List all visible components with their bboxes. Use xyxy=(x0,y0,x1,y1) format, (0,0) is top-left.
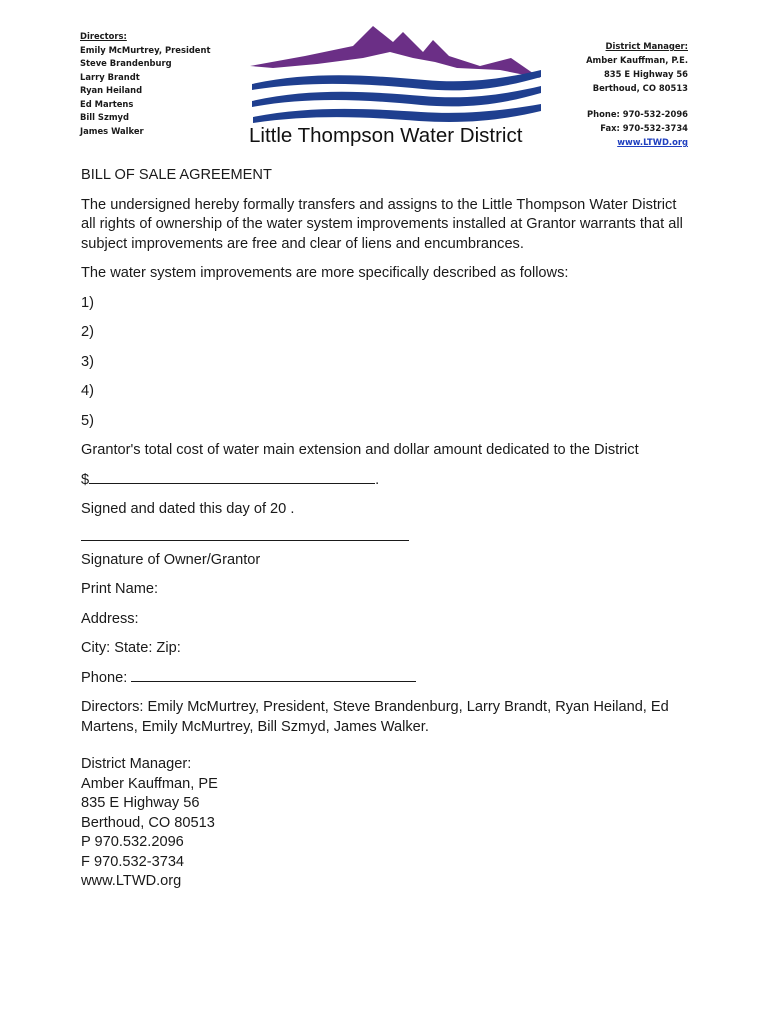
footer-manager-name: Amber Kauffman, PE xyxy=(81,775,218,792)
item-2: 2) xyxy=(81,324,94,340)
district-manager-block xyxy=(518,39,688,149)
phone-line xyxy=(81,669,691,689)
cost-statement: Grantor's total cost of water main extension and dollar amount dedicated to the District xyxy=(81,442,639,458)
described-as: The water system improvements are more specifically described as follows: xyxy=(81,265,569,281)
manager-city: Berthoud, CO 80513 xyxy=(592,83,688,93)
water-wave-2 xyxy=(252,86,541,107)
spacer xyxy=(518,95,688,107)
website-link[interactable]: www.LTWD.org xyxy=(617,137,688,147)
document-title: BILL OF SALE AGREEMENT xyxy=(81,167,272,183)
directors-title: Directors: xyxy=(80,31,127,41)
phone-field[interactable] xyxy=(131,669,416,682)
footer-manager-street: 835 E Highway 56 xyxy=(81,795,200,811)
dollar-amount-field[interactable] xyxy=(89,471,375,484)
item-3: 3) xyxy=(81,353,94,370)
mountains-graphic xyxy=(250,26,540,78)
director-name: James Walker xyxy=(80,125,144,136)
phone-label: Phone: xyxy=(81,669,128,686)
director-name: Bill Szmyd xyxy=(80,112,129,122)
manager-fax: Fax: 970-532-3734 xyxy=(600,123,688,133)
spacer xyxy=(81,737,691,755)
intro-paragraph: The undersigned hereby formally transfers and assigns to the Little Thompson Water District all rights of ownership of the water system improvements installed at Grantor warrants that all subject improvements are free and clear of liens and encumbrances. xyxy=(81,196,683,252)
director-name: Ed Martens xyxy=(80,98,134,109)
city-state-zip-label: City: State: Zip: xyxy=(81,640,181,656)
director-name: Emily McMurtrey, President xyxy=(80,44,211,55)
director-name: Steve Brandenburg xyxy=(80,58,172,68)
directors-footer: Directors: Emily McMurtrey, President, Steve Brandenburg, Larry Brandt, Ryan Heiland, Ed Martens, Emily McMurtrey, Bill Szmyd, James Walker. xyxy=(81,699,669,735)
item-1: 1) xyxy=(81,294,94,311)
footer-manager-city: Berthoud, CO 80513 xyxy=(81,814,215,831)
district-name: Little Thompson Water District xyxy=(249,124,523,147)
directors-list xyxy=(80,30,240,138)
manager-title: District Manager: xyxy=(605,41,688,51)
water-wave-3 xyxy=(253,104,541,123)
footer-manager-phone: P 970.532.2096 xyxy=(81,834,184,850)
signature-label: Signature of Owner/Grantor xyxy=(81,551,261,568)
manager-name: Amber Kauffman, P.E. xyxy=(586,55,688,65)
footer-manager-website: www.LTWD.org xyxy=(81,873,182,889)
director-name: Larry Brandt xyxy=(80,71,140,82)
item-5: 5) xyxy=(81,412,94,429)
address-label: Address: xyxy=(81,610,139,627)
signed-dated: Signed and dated this day of 20 . xyxy=(81,501,295,517)
dollar-period: . xyxy=(375,471,380,488)
footer-manager-title: District Manager: xyxy=(81,756,192,772)
dollar-sign: $ xyxy=(81,471,90,488)
signature-line[interactable] xyxy=(81,526,409,541)
water-wave-1 xyxy=(252,70,541,90)
director-name: Ryan Heiland xyxy=(80,85,143,95)
item-4: 4) xyxy=(81,383,94,399)
manager-street: 835 E Highway 56 xyxy=(603,69,688,79)
print-name-label: Print Name: xyxy=(81,581,159,597)
footer-manager-fax: F 970.532-3734 xyxy=(81,853,185,870)
manager-phone: Phone: 970-532-2096 xyxy=(587,109,688,119)
dollar-amount-line xyxy=(81,471,691,491)
agreement-body xyxy=(81,166,691,892)
